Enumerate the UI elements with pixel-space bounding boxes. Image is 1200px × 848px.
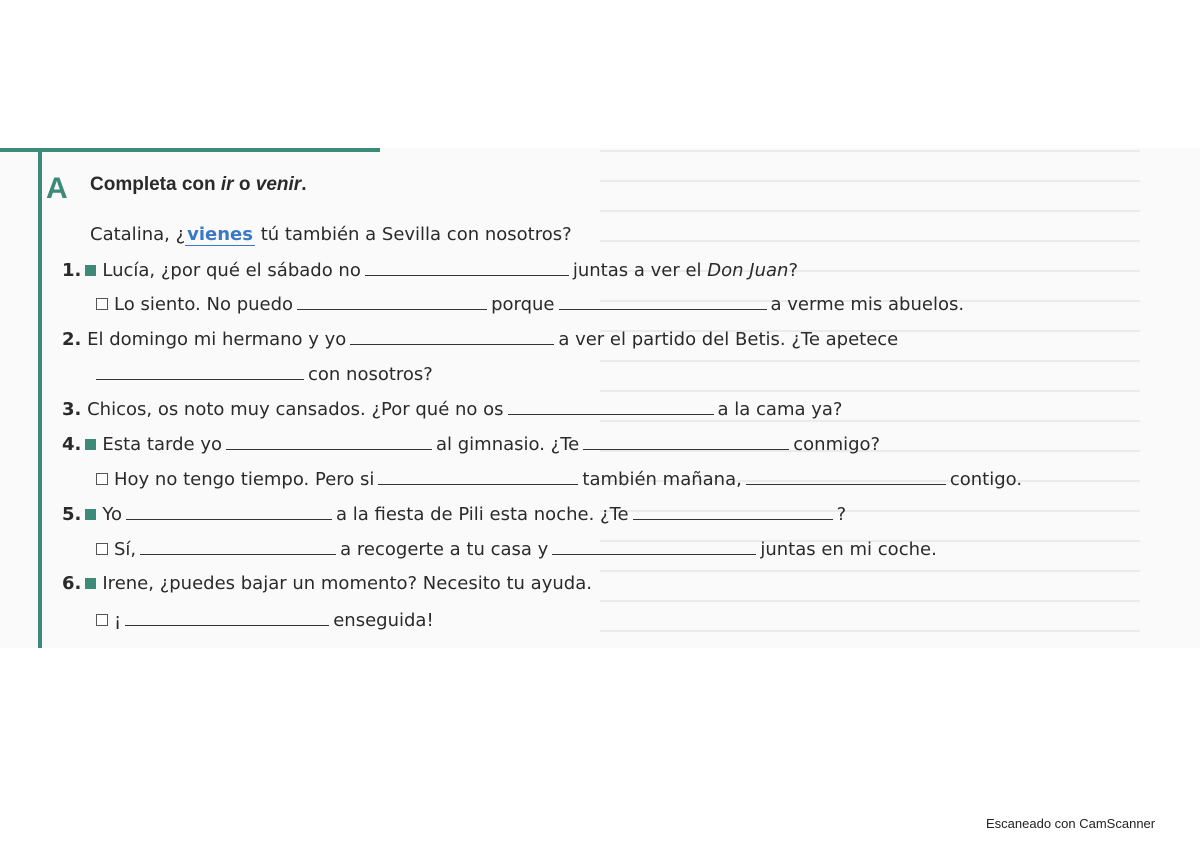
q4-b-text-1: Hoy no tengo tiempo. Pero si bbox=[114, 469, 375, 490]
q4-blank-2[interactable] bbox=[583, 427, 789, 450]
example-answer: vienes bbox=[187, 224, 253, 245]
q3-text-1: Chicos, os noto muy cansados. ¿Por qué no os bbox=[87, 399, 504, 420]
example-before: Catalina, ¿ bbox=[90, 224, 186, 245]
q6-blank-1[interactable] bbox=[125, 603, 329, 626]
q6-a-text-1: Irene, ¿puedes bajar un momento? Necesito tu ayuda. bbox=[102, 573, 592, 594]
q2-text-1: El domingo mi hermano y yo bbox=[87, 329, 347, 350]
speaker-b-box-icon bbox=[96, 614, 108, 626]
q3-line bbox=[62, 392, 843, 426]
q6-b-text-2: enseguida! bbox=[333, 610, 434, 631]
q5-b-text-3: juntas en mi coche. bbox=[760, 539, 937, 560]
q4-line-b bbox=[92, 462, 1022, 496]
q4-a-text-2: al gimnasio. ¿Te bbox=[436, 434, 580, 455]
q1-b-text-2: porque bbox=[491, 294, 555, 315]
q2-blank-2[interactable] bbox=[96, 357, 304, 380]
q6-line-b bbox=[92, 603, 434, 637]
q1-line-b bbox=[92, 287, 964, 321]
q5-a-text-3: ? bbox=[836, 504, 847, 525]
speaker-b-box-icon bbox=[96, 298, 108, 310]
q4-line-a bbox=[62, 427, 880, 461]
q1-a-end: ? bbox=[788, 260, 798, 281]
q4-blank-1[interactable] bbox=[226, 427, 432, 450]
speaker-a-bullet-icon bbox=[85, 265, 96, 276]
section-top-rule bbox=[0, 148, 380, 152]
q1-blank-3[interactable] bbox=[559, 287, 767, 310]
q2-blank-1[interactable] bbox=[350, 322, 554, 345]
q1-a-italic: Don Juan bbox=[707, 260, 789, 281]
q2-line-b bbox=[92, 357, 433, 391]
q5-a-text-1: Yo bbox=[102, 504, 122, 525]
q5-blank-3[interactable] bbox=[140, 532, 336, 555]
q2-number: 2. bbox=[62, 329, 82, 350]
q5-line-a bbox=[62, 497, 846, 531]
q5-blank-1[interactable] bbox=[126, 497, 332, 520]
word-venir: venir bbox=[255, 174, 302, 195]
q5-blank-4[interactable] bbox=[552, 532, 756, 555]
q1-a-text-2: juntas a ver el bbox=[572, 260, 708, 281]
exercise-instruction bbox=[90, 174, 306, 196]
speaker-a-bullet-icon bbox=[85, 439, 96, 450]
speaker-b-box-icon bbox=[96, 543, 108, 555]
q1-a-text-1: Lucía, ¿por qué el sábado no bbox=[102, 260, 361, 281]
speaker-b-box-icon bbox=[96, 473, 108, 485]
q4-blank-3[interactable] bbox=[378, 462, 578, 485]
q3-blank-1[interactable] bbox=[508, 392, 714, 415]
q1-b-text-1: Lo siento. No puedo bbox=[114, 294, 294, 315]
q2-text-2: a ver el partido del Betis. ¿Te apetece bbox=[558, 329, 899, 350]
q4-a-text-3: conmigo? bbox=[793, 434, 881, 455]
q4-a-text-1: Esta tarde yo bbox=[102, 434, 222, 455]
q6-b-text-1: ¡ bbox=[114, 610, 122, 631]
instruction-prefix: Completa con bbox=[90, 174, 221, 195]
section-left-rule bbox=[38, 150, 42, 648]
q5-number: 5. bbox=[62, 504, 82, 525]
speaker-a-bullet-icon bbox=[85, 509, 96, 520]
q1-blank-2[interactable] bbox=[297, 287, 487, 310]
q5-line-b bbox=[92, 532, 937, 566]
q4-blank-4[interactable] bbox=[746, 462, 946, 485]
q5-b-text-2: a recogerte a tu casa y bbox=[340, 539, 549, 560]
q2-text-3: con nosotros? bbox=[308, 364, 433, 385]
instruction-period: . bbox=[301, 174, 307, 195]
exercise-letter: A bbox=[46, 172, 68, 205]
q1-line-a bbox=[62, 253, 798, 287]
q3-number: 3. bbox=[62, 399, 82, 420]
word-o: o bbox=[233, 174, 256, 195]
q4-b-text-2: también mañana, bbox=[582, 469, 742, 490]
q6-number: 6. bbox=[62, 573, 82, 594]
scanner-watermark: Escaneado con CamScanner bbox=[986, 816, 1156, 831]
word-ir: ir bbox=[220, 174, 234, 195]
q3-text-2: a la cama ya? bbox=[717, 399, 843, 420]
q5-b-text-1: Sí, bbox=[114, 539, 137, 560]
q6-line-a bbox=[62, 567, 592, 601]
example-line bbox=[90, 218, 572, 252]
q1-blank-1[interactable] bbox=[365, 253, 569, 276]
q1-number: 1. bbox=[62, 260, 82, 281]
q1-b-text-3: a verme mis abuelos. bbox=[770, 294, 965, 315]
speaker-a-bullet-icon bbox=[85, 578, 96, 589]
q5-a-text-2: a la fiesta de Pili esta noche. ¿Te bbox=[336, 504, 629, 525]
q4-number: 4. bbox=[62, 434, 82, 455]
q2-line-a bbox=[62, 322, 898, 356]
q4-b-text-3: contigo. bbox=[949, 469, 1023, 490]
q5-blank-2[interactable] bbox=[633, 497, 833, 520]
example-after: tú también a Sevilla con nosotros? bbox=[254, 224, 572, 245]
